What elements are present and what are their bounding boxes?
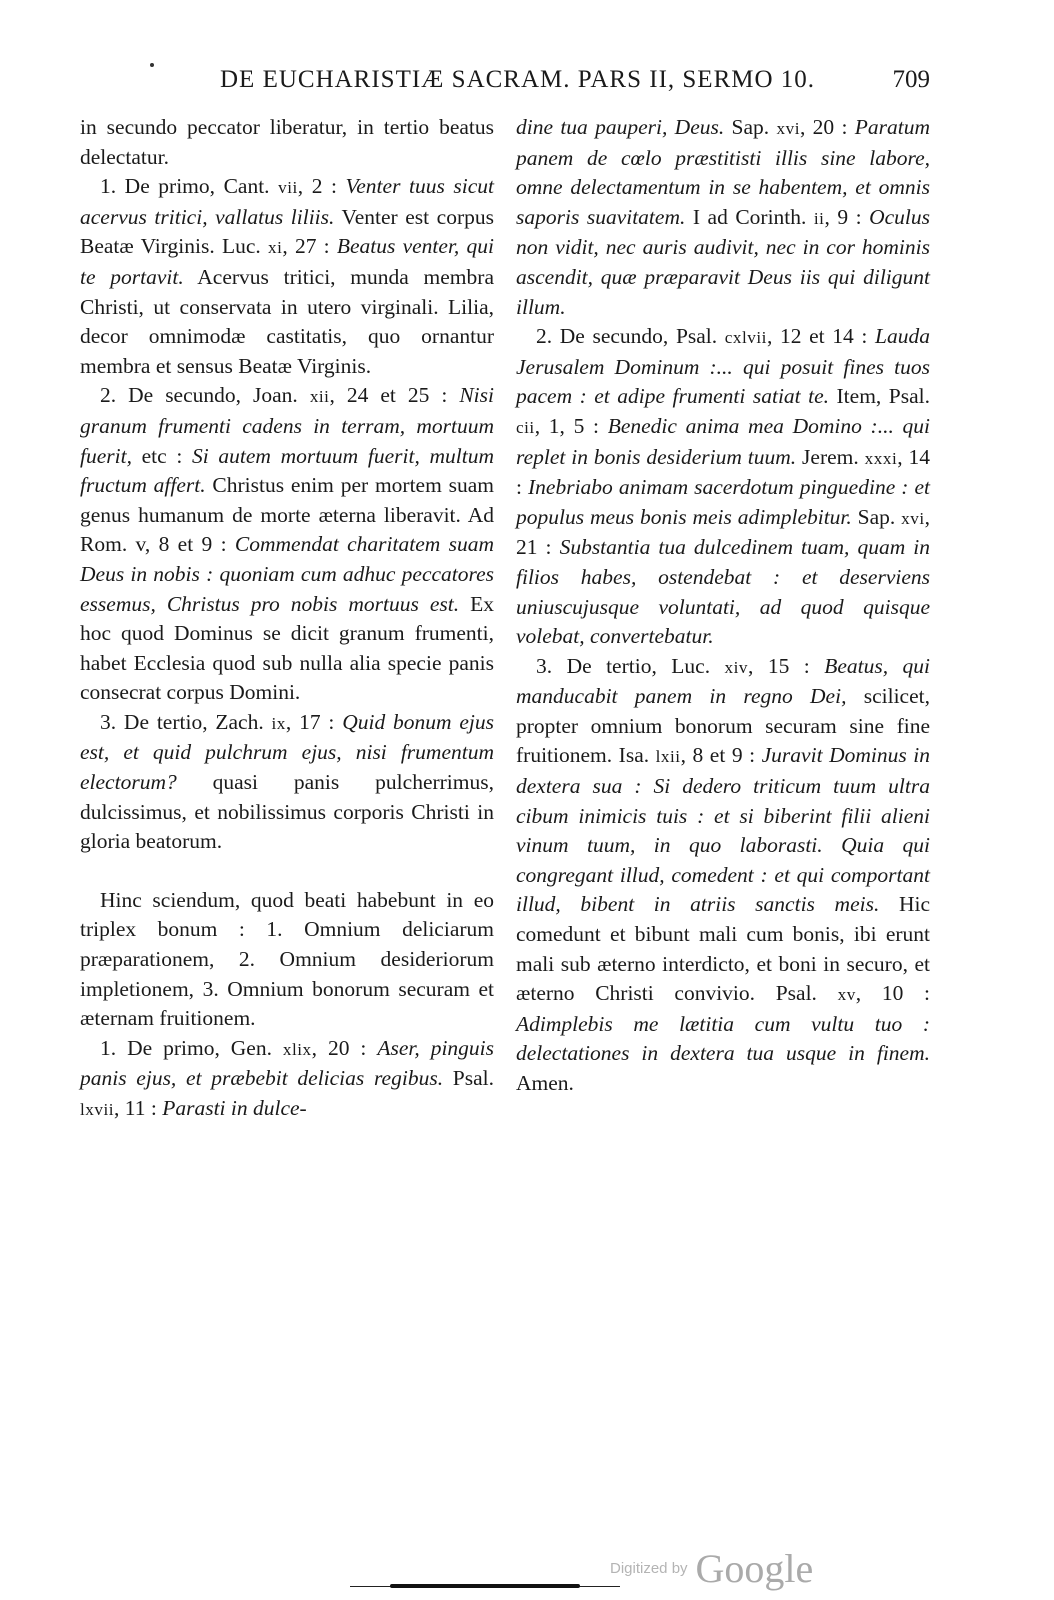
text-run: 1. De primo, Cant. (100, 174, 279, 199)
page-header (80, 66, 930, 102)
quotation: Substantia tua dulcedinem tuam, quam in filios habes, ostendebat : et deserviens uniuscujusque voluntati, ad quod quisque volebat, convertebatur. (516, 535, 930, 649)
text-run: 2. De secundo, Joan. (100, 383, 310, 408)
text-run: , 24 et 25 : (329, 383, 460, 408)
quotation: dine tua pauperi, Deus. (516, 115, 725, 139)
roman-numeral: ix (271, 713, 286, 733)
text-run: Acervus tritici, munda membra Christi, ut conservata in utero virginali. Lilia, decor omnimodæ castitatis, quo ornantur membra et sensus Beatæ Virginis. (80, 264, 494, 378)
text-run: Sap. (851, 504, 902, 529)
quotation: Quid bonum ejus est, et quid pulchrum ejus, nisi frumentum electorum? (80, 709, 494, 795)
text-run: , 20 : (799, 115, 855, 139)
text-run: , 10 : (855, 981, 930, 1006)
quotation: Oculus non vidit, nec auris audivit, nec in cor hominis ascendit, quæ præparavit Deus iis qui diligunt illum. (516, 204, 930, 319)
quotation: Lauda Jerusalem Dominum :... qui posuit fines tuos pacem : et adipe frumenti satiat te. (516, 324, 930, 409)
roman-numeral: xvi (776, 119, 800, 138)
text-run: Jerem. (796, 444, 865, 469)
paragraph (80, 886, 494, 1034)
text-run: , 15 : (748, 653, 825, 678)
text-run: Item, Psal. (829, 384, 930, 409)
roman-numeral: xlix (282, 1039, 312, 1059)
text-run: 2. De secundo, Psal. (536, 324, 725, 349)
paragraph (516, 322, 930, 652)
paragraph (80, 708, 494, 857)
digitized-watermark (610, 1545, 814, 1591)
roman-numeral: ii (813, 208, 825, 228)
text-run: , 17 : (285, 709, 343, 734)
running-head: DE EUCHARISTIÆ SACRAM. PARS II, SERMO 10. (220, 66, 816, 93)
paragraph (80, 172, 494, 381)
roman-numeral: xii (309, 387, 330, 407)
roman-numeral: cxlvii (724, 328, 767, 348)
quotation: Si autem mortuum fuerit, multum fructum affert. (80, 443, 494, 498)
paragraph (80, 381, 494, 708)
watermark-prefix: Digitized by (610, 1560, 688, 1577)
paragraph (516, 652, 930, 1099)
text-run: Psal. (443, 1066, 495, 1091)
text-run: Amen. (516, 1071, 574, 1095)
roman-numeral: xv (837, 985, 856, 1005)
quotation: Nisi granum frumenti cadens in terram, mortuum fuerit, (80, 383, 494, 468)
quotation: Commendat charitatem suam Deus in nobis : quoniam cum adhuc peccatores essemus, Christus pro nobis mortuus est. (80, 532, 494, 616)
paragraph (80, 1034, 494, 1125)
roman-numeral: vii (278, 178, 298, 198)
roman-numeral: xvi (901, 508, 925, 528)
right-column (516, 113, 930, 1099)
text-run: 3. De tertio, Zach. (100, 709, 272, 734)
text-run: quasi panis pulcherrimus, dulcissimus, et nobilissimus corporis Christi in gloria beatorum. (80, 770, 494, 854)
text-run: , 21 : (516, 504, 930, 560)
roman-numeral: lxvii (80, 1100, 115, 1119)
roman-numeral: xi (267, 238, 283, 258)
quotation: Juravit Dominus in dextera sua : Si dedero triticum tuum ultra cibum inimicis tuis : et si biberint filii alieni vinum tuum, in quo laborasti. Quia qui congregant illud, comedent : et qui comportant illud, bibent in atriis sanctis meis. (516, 743, 930, 917)
text-run: I ad Corinth. (685, 204, 814, 229)
text-run: Ex hoc quod Dominus se dicit granum frumenti, habet Ecclesia quod sub nulla alia specie panis consecrat corpus Domini. (80, 591, 494, 705)
quotation: Aser, pinguis panis ejus, et præbebit delicias regibus. (80, 1035, 495, 1091)
text-run: , 14 : (516, 444, 930, 500)
watermark-brand: Google (695, 1546, 814, 1591)
text-run: , 20 : (311, 1035, 378, 1060)
text-run: , 27 : (282, 234, 337, 259)
text-run: Sap. (724, 115, 777, 139)
quotation: Paratum panem de cœlo præstitisti illis sine labore, omne delectamentum in se habentem, et omnis saporis suavitatem. (516, 115, 930, 229)
paragraph (80, 113, 494, 172)
text-run: Hinc sciendum, quod beati habebunt in eo triplex bonum : 1. Omnium deliciarum præparationem, 2. Omnium desideriorum impletionem, 3. Omnium bonorum securam et æternam fruitionem. (80, 887, 494, 1031)
text-run: Christus enim per mortem suam genus humanum de morte æterna liberavit. Ad Rom. v, 8 et 9 : (80, 473, 494, 557)
quotation: Beatus venter, qui te portavit. (80, 234, 494, 289)
text-run: in secundo peccator liberatur, in tertio beatus delectatur. (80, 115, 494, 169)
quotation: Venter tuus sicut acervus tritici, vallatus liliis. (80, 174, 494, 229)
quotation: Inebriabo animam sacerdotum pinguedine : et populus meus bonis meis adimplebitur. (516, 475, 930, 529)
text-run: 1. De primo, Gen. (100, 1035, 283, 1060)
paragraph (516, 113, 930, 322)
text-run: , 2 : (297, 174, 346, 199)
text-run: , 1, 5 : (534, 413, 608, 438)
text-run: 3. De tertio, Luc. (536, 653, 725, 678)
text-run: , 9 : (824, 204, 870, 229)
roman-numeral: cii (516, 417, 535, 437)
quotation: Benedic anima mea Domino :... qui replet in bonis desiderium tuum. (516, 413, 930, 469)
end-ornament (350, 1583, 620, 1589)
quotation: Adimplebis me lætitia cum vultu tuo : delectationes in dextera tua usque in finem. (516, 1011, 930, 1066)
roman-numeral: xxxi (864, 448, 898, 468)
roman-numeral: xiv (724, 657, 748, 677)
text-run: scilicet, propter omnium bonorum securam sine fine fruitionem. Isa. (516, 684, 930, 768)
text-run: , 11 : (114, 1096, 163, 1120)
text-run: Hic comedunt et bibunt mali cum bonis, ibi erunt mali sub æterno interdicto, et boni in securo, et æterno Christi convivio. Psal. (516, 892, 931, 1006)
ornament-bar (390, 1584, 580, 1588)
text-run: , 12 et 14 : (766, 324, 876, 349)
page-number: 709 (892, 66, 930, 93)
text-run: Venter est corpus Beatæ Virginis. Luc. (80, 204, 494, 259)
text-run: etc : (131, 443, 192, 468)
quotation: Parasti in dulce- (162, 1096, 307, 1120)
left-column (80, 113, 494, 1125)
roman-numeral: lxii (655, 747, 681, 767)
text-run: , 8 et 9 : (680, 743, 762, 768)
quotation: Beatus, qui manducabit panem in regno Dei, (516, 653, 930, 709)
